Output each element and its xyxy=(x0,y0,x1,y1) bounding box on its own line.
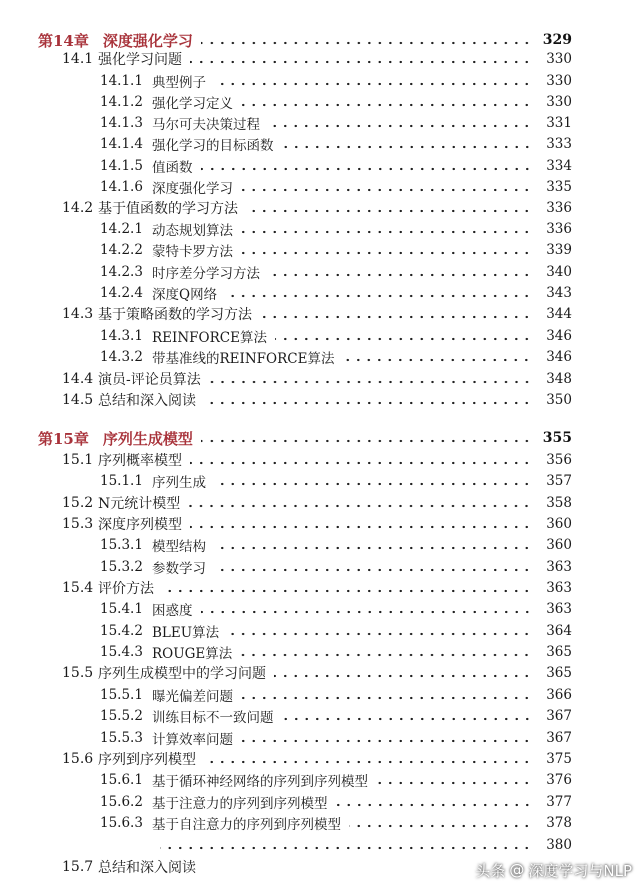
toc-entry-title: 基于注意力的序列到序列模型 xyxy=(152,796,328,812)
toc-entry-page: 330 xyxy=(546,73,572,89)
toc-entry-page: 367 xyxy=(546,730,572,746)
toc-entry-title: 动态规划算法 xyxy=(152,223,233,239)
toc-leader-dots xyxy=(190,60,532,64)
toc-entry-page: 355 xyxy=(542,430,572,446)
toc-entry-title: 总结和深入阅读 xyxy=(98,393,196,409)
toc-leader-dots xyxy=(241,251,532,255)
toc-entry-title: 强化学习定义 xyxy=(152,96,233,112)
toc-entry-page: 380 xyxy=(546,837,572,853)
toc-entry-title: 深度序列模型 xyxy=(98,517,182,533)
toc-entry-title: 时序差分学习方法 xyxy=(152,266,260,282)
toc-entry-page: 336 xyxy=(546,221,572,237)
toc-sub-entry xyxy=(0,325,640,347)
toc-entry-title: 强化学习的目标函数 xyxy=(152,138,274,154)
toc-leader-dots xyxy=(241,188,532,192)
toc-entry-title: 序列生成模型 xyxy=(102,429,193,448)
toc-entry-page: 363 xyxy=(546,559,572,575)
toc-sub-entry xyxy=(0,155,640,177)
toc-entry-page: 357 xyxy=(546,473,572,489)
toc-sub-entry xyxy=(0,176,640,198)
toc-section-entry xyxy=(0,492,640,514)
toc-leader-dots xyxy=(190,461,532,465)
toc-entry-number: 14.2.4 xyxy=(100,285,143,301)
toc-entry-number: 15.1 xyxy=(62,452,94,468)
toc-entry-page: 340 xyxy=(546,264,572,280)
toc-entry-title: 模型结构 xyxy=(152,539,206,555)
toc-entry-page: 336 xyxy=(546,200,572,216)
toc-leader-dots xyxy=(162,589,532,593)
toc-entry-number: 14.1.4 xyxy=(100,136,143,152)
toc-sub-entry xyxy=(0,620,640,642)
toc-sub-entry xyxy=(0,239,640,261)
toc-leader-dots xyxy=(204,401,532,405)
toc-entry-number: 15.4.2 xyxy=(100,623,143,639)
toc-entry-title: N元统计模型 xyxy=(98,496,181,512)
toc-entry-number: 14.5 xyxy=(62,392,94,408)
toc-section-entry xyxy=(0,389,640,411)
toc-leader-dots xyxy=(227,632,532,636)
toc-leader-dots xyxy=(246,209,532,213)
toc-sub-entry xyxy=(0,470,640,492)
toc-entry-number: 15.4 xyxy=(62,580,94,596)
toc-entry-number: 14.3.1 xyxy=(100,328,143,344)
toc-entry-number: 15.7 xyxy=(62,859,94,875)
toc-entry-title: 参数学习 xyxy=(152,561,206,577)
toc-entry-page: 343 xyxy=(546,285,572,301)
toc-entry-title: 序列到序列模型 xyxy=(98,752,196,768)
toc-leader-dots xyxy=(336,803,533,807)
toc-leader-dots xyxy=(204,760,532,764)
toc-leader-dots xyxy=(225,294,532,298)
toc-entry-number: 14.2.1 xyxy=(100,221,143,237)
watermark-account: 深度学习与NLP xyxy=(528,861,632,880)
toc-entry-page: 330 xyxy=(546,51,572,67)
toc-leader-dots xyxy=(214,482,532,486)
toc-entry-title: 困惑度 xyxy=(152,603,193,619)
toc-entry-number: 15.5.1 xyxy=(100,687,143,703)
toc-entry-number: 14.2.3 xyxy=(100,264,143,280)
toc-entry-number: 15.5.3 xyxy=(100,730,143,746)
toc-entry-page: 366 xyxy=(546,687,572,703)
toc-entry-page: 363 xyxy=(546,601,572,617)
toc-leader-dots xyxy=(160,846,532,850)
toc-sub-entry xyxy=(0,346,640,368)
toc-sub-entry xyxy=(0,641,640,663)
toc-entry-page: 331 xyxy=(546,115,572,131)
toc-entry-number: 15.6.3 xyxy=(100,815,143,831)
toc-entry-page: 365 xyxy=(546,644,572,660)
toc-entry-title: BLEU算法 xyxy=(152,625,220,641)
toc-leader-dots xyxy=(201,41,532,45)
toc-sub-entry xyxy=(0,684,640,706)
toc-section-entry xyxy=(0,303,640,325)
toc-sub-entry xyxy=(0,91,640,113)
toc-entry-number: 15.6.2 xyxy=(100,794,143,810)
toc-entry-page: 377 xyxy=(546,794,572,810)
toc-leader-dots xyxy=(376,781,532,785)
toc-leader-dots xyxy=(201,439,532,443)
toc-entry-number: 14.1.1 xyxy=(100,73,143,89)
toc-sub-entry xyxy=(0,705,640,727)
toc-entry-title: 蒙特卡罗方法 xyxy=(152,244,233,260)
toc-sub-entry xyxy=(0,261,640,283)
toc-entry-page: 334 xyxy=(546,158,572,174)
toc-entry-title: 训练目标不一致问题 xyxy=(152,710,274,726)
toc-chapter-entry xyxy=(0,425,640,451)
toc-entry-number: 15.2 xyxy=(62,495,94,511)
toc-sub-entry xyxy=(0,812,640,834)
toc-entry-page: 378 xyxy=(546,815,572,831)
toc-sub-entry xyxy=(0,282,640,304)
toc-entry-title: 典型例子 xyxy=(152,75,206,91)
toc-section-entry xyxy=(0,48,640,70)
toc-entry-number: 15.4.1 xyxy=(100,601,143,617)
toc-entry-title: REINFORCE算法 xyxy=(152,330,267,346)
toc-entry-title: ROUGE算法 xyxy=(152,646,233,662)
toc-entry-number: 14.1.3 xyxy=(100,115,143,131)
toc-entry-page: 360 xyxy=(546,516,572,532)
toc-leader-dots xyxy=(241,103,532,107)
toc-entry-number: 第14章 xyxy=(38,31,89,50)
toc-entry-number: 14.1.6 xyxy=(100,179,143,195)
toc-entry-title: 序列生成模型中的学习问题 xyxy=(98,666,266,682)
toc-leader-dots xyxy=(268,124,532,128)
toc-entry-number: 14.1.5 xyxy=(100,158,143,174)
toc-entry-title: 演员-评论员算法 xyxy=(98,372,201,388)
toc-section-entry xyxy=(0,368,640,390)
toc-leader-dots xyxy=(268,273,532,277)
toc-sub-entry xyxy=(0,791,640,813)
toc-entry-title: 评价方法 xyxy=(98,581,154,597)
toc-entry-title: 基于自注意力的序列到序列模型 xyxy=(152,817,341,833)
toc-leader-dots xyxy=(260,315,532,319)
toc-entry-number: 15.3.1 xyxy=(100,537,143,553)
toc-leader-dots xyxy=(342,358,532,362)
toc-section-entry xyxy=(0,748,640,770)
toc-entry-page: 350 xyxy=(546,392,572,408)
toc-sub-entry xyxy=(0,834,640,856)
toc-entry-title: 基于值函数的学习方法 xyxy=(98,201,238,217)
watermark-separator: @ xyxy=(509,861,525,879)
toc-entry-number: 14.1 xyxy=(62,51,94,67)
toc-entry-page: 360 xyxy=(546,537,572,553)
toc-entry-page: 329 xyxy=(542,32,572,48)
toc-entry-page: 356 xyxy=(546,452,572,468)
toc-entry-number: 15.6 xyxy=(62,751,94,767)
toc-leader-dots xyxy=(209,380,532,384)
toc-entry-number: 14.1.2 xyxy=(100,94,143,110)
toc-entry-page: 375 xyxy=(546,751,572,767)
toc-entry-title: 基于循环神经网络的序列到序列模型 xyxy=(152,774,368,790)
toc-entry-number: 15.3 xyxy=(62,516,94,532)
toc-entry-number: 15.4.3 xyxy=(100,644,143,660)
toc-leader-dots xyxy=(241,230,532,234)
toc-entry-title: 序列生成 xyxy=(152,475,206,491)
toc-entry-page: 335 xyxy=(546,179,572,195)
toc-entry-title: 总结和深入阅读 xyxy=(98,860,196,876)
toc-entry-title: 深度强化学习 xyxy=(152,181,233,197)
toc-entry-page: 367 xyxy=(546,708,572,724)
toc-leader-dots xyxy=(282,717,533,721)
toc-entry-page: 333 xyxy=(546,136,572,152)
toc-entry-number: 15.5.2 xyxy=(100,708,143,724)
toc-entry-page: 346 xyxy=(546,328,572,344)
toc-leader-dots xyxy=(241,696,532,700)
toc-entry-page: 363 xyxy=(546,580,572,596)
toc-leader-dots xyxy=(274,674,532,678)
toc-leader-dots xyxy=(214,82,532,86)
toc-entry-page: 339 xyxy=(546,242,572,258)
toc-leader-dots xyxy=(349,824,532,828)
toc-leader-dots xyxy=(201,167,533,171)
toc-entry-number: 14.2.2 xyxy=(100,242,143,258)
toc-leader-dots xyxy=(275,337,532,341)
toc-leader-dots xyxy=(188,504,532,508)
toc-entry-title: 计算效率问题 xyxy=(152,732,233,748)
toc-leader-dots xyxy=(282,145,533,149)
toc-sub-entry xyxy=(0,727,640,749)
toc-sub-entry xyxy=(0,769,640,791)
toc-leader-dots xyxy=(214,546,532,550)
toc-entry-number: 15.5 xyxy=(62,665,94,681)
toc-entry-title: 基于策略函数的学习方法 xyxy=(98,307,252,323)
toc-entry-page: 344 xyxy=(546,306,572,322)
toc-entry-title: 马尔可夫决策过程 xyxy=(152,117,260,133)
toc-sub-entry xyxy=(0,218,640,240)
toc-entry-page: 364 xyxy=(546,623,572,639)
toc-leader-dots xyxy=(240,653,532,657)
toc-leader-dots xyxy=(190,525,532,529)
toc-entry-title: 强化学习问题 xyxy=(98,52,182,68)
toc-leader-dots xyxy=(241,739,532,743)
toc-entry-title: 带基准线的REINFORCE算法 xyxy=(152,351,335,367)
toc-entry-number: 15.1.1 xyxy=(100,473,143,489)
toc-section-entry xyxy=(0,449,640,471)
toc-sub-entry xyxy=(0,70,640,92)
toc-entry-number: 14.3.2 xyxy=(100,349,143,365)
toc-entry-number: 14.2 xyxy=(62,200,94,216)
toc-entry-page: 348 xyxy=(546,371,572,387)
toc-entry-title: 深度Q网络 xyxy=(152,287,218,303)
toc-entry-number: 14.4 xyxy=(62,371,94,387)
toc-entry-title: 深度强化学习 xyxy=(102,31,193,50)
toc-entry-title: 值函数 xyxy=(152,160,193,176)
toc-leader-dots xyxy=(214,568,532,572)
toc-entry-page: 365 xyxy=(546,665,572,681)
toc-entry-number: 14.3 xyxy=(62,306,94,322)
toc-entry-number: 15.3.2 xyxy=(100,559,143,575)
toc-sub-entry xyxy=(0,534,640,556)
toc-entry-number: 15.6.1 xyxy=(100,772,143,788)
toc-sub-entry xyxy=(0,133,640,155)
watermark-source: 头条 xyxy=(475,861,506,880)
toc-section-entry xyxy=(0,662,640,684)
toc-leader-dots xyxy=(201,610,533,614)
toc-entry-page: 346 xyxy=(546,349,572,365)
toc-entry-title: 序列概率模型 xyxy=(98,453,182,469)
toc-section-entry xyxy=(0,197,640,219)
toc-section-entry xyxy=(0,513,640,535)
toc-sub-entry xyxy=(0,598,640,620)
toc-entry-page: 376 xyxy=(546,772,572,788)
toc-sub-entry xyxy=(0,112,640,134)
toc-entry-title: 曝光偏差问题 xyxy=(152,689,233,705)
toc-entry-number: 第15章 xyxy=(38,429,89,448)
watermark xyxy=(475,858,632,882)
toc-sub-entry xyxy=(0,556,640,578)
toc-section-entry xyxy=(0,577,640,599)
toc-entry-page: 358 xyxy=(546,495,572,511)
toc-entry-page: 330 xyxy=(546,94,572,110)
